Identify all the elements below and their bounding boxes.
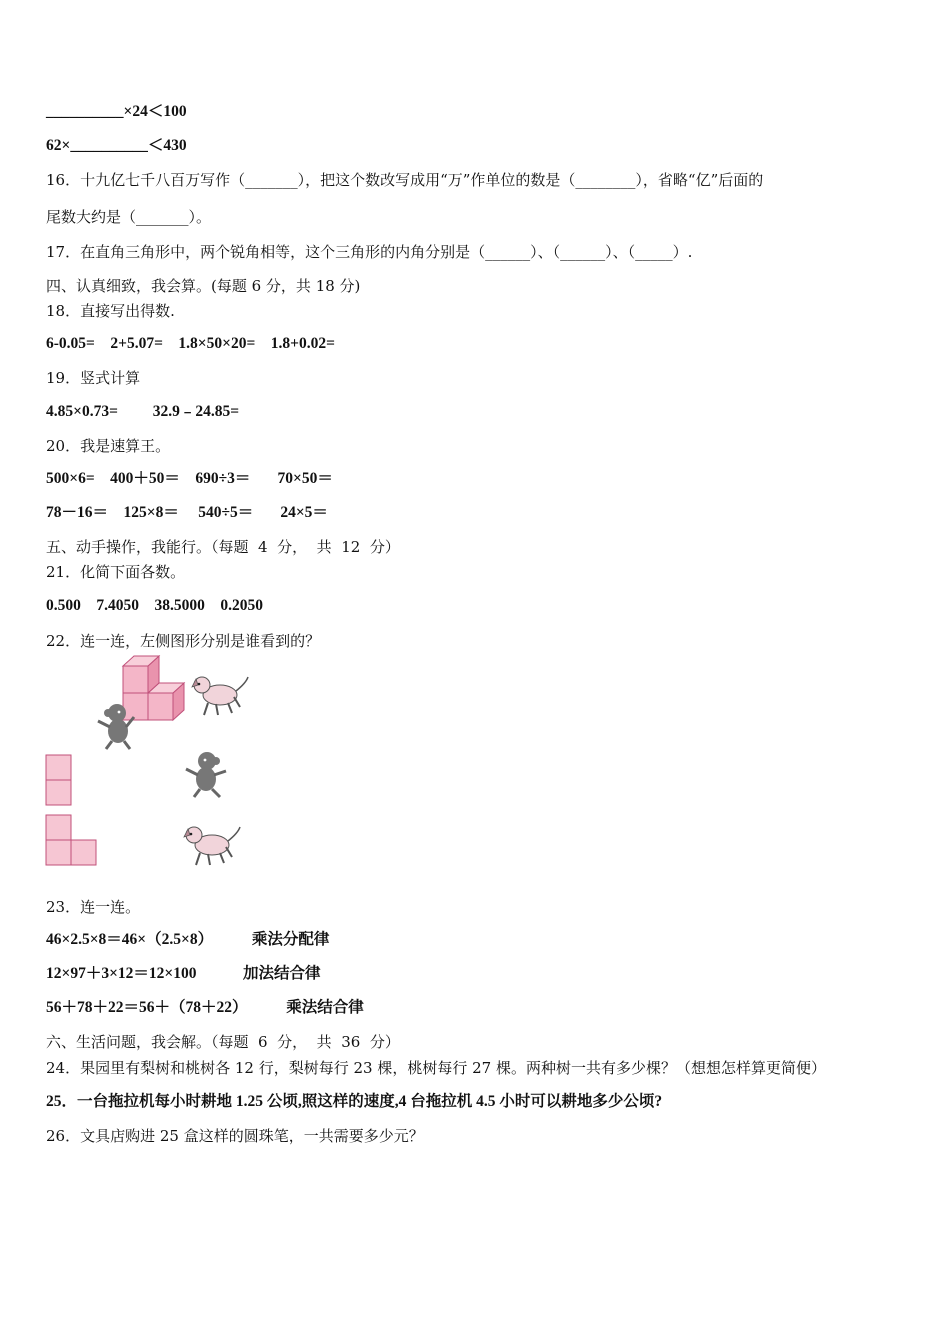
q20-row1: 500×6= 400＋50＝ 690÷3＝ 70×50＝ [46, 470, 333, 487]
q22: 22．连一连，左侧图形分别是谁看到的？ [46, 632, 321, 650]
q15-line2: 62×__________＜430 [46, 137, 187, 154]
q20-row2: 78－16＝ 125×8＝ 540÷5＝ 24×5＝ [46, 504, 328, 521]
q26: 26．文具店购进 25 盒这样的圆珠笔，一共需要多少元？ [46, 1127, 424, 1145]
q23: 23．连一连。 [46, 898, 141, 916]
q18: 18．直接写出得数. [46, 302, 175, 320]
monkey-icon [186, 752, 226, 797]
q15-line1: __________×24＜100 [46, 103, 187, 120]
section-6-heading: 六、生活问题，我会解。（每题 6 分， 共 36 分） [46, 1033, 400, 1051]
q19-expressions: 4.85×0.73= 32.9﹣24.85= [46, 403, 240, 420]
section-5-heading: 五、动手操作，我能行。（每题 4 分， 共 12 分） [46, 538, 400, 556]
q23-row3: 56＋78＋22＝56＋（78＋22） 乘法结合律 [46, 999, 364, 1016]
view-l-shape [46, 815, 96, 865]
q16-line2: 尾数大约是（_______）。 [46, 208, 212, 226]
q17: 17．在直角三角形中，两个锐角相等，这个三角形的内角分别是（______）、（______）、（_____）. [46, 243, 693, 261]
q24: 24．果园里有梨树和桃树各 12 行，梨树每行 23 棵，桃树每行 27 棵。两种树一共有多少棵？（想想怎样算更简便） [46, 1059, 826, 1077]
section-4-heading: 四、认真细致，我会算。(每题 6 分，共 18 分) [46, 277, 361, 295]
cube-stack [123, 656, 184, 720]
view-two-stacked [46, 755, 71, 805]
q22-figure [40, 655, 270, 870]
q21-numbers: 0.500 7.4050 38.5000 0.2050 [46, 597, 263, 614]
q21: 21．化简下面各数。 [46, 563, 186, 581]
q19: 19．竖式计算 [46, 369, 141, 387]
q25: 25．一台拖拉机每小时耕地 1.25 公顷,照这样的速度,4 台拖拉机 4.5 小时可以耕地多少公顷? [46, 1093, 663, 1110]
dog-icon [184, 827, 240, 865]
q20: 20．我是速算王。 [46, 437, 171, 455]
q16-line1: 16．十九亿七千八百万写作（_______），把这个数改写成用“万”作单位的数是（________），省略“亿”后面的 [46, 171, 764, 189]
q18-expressions: 6-0.05= 2+5.07= 1.8×50×20= 1.8+0.02= [46, 335, 335, 352]
q23-row1: 46×2.5×8＝46×（2.5×8） 乘法分配律 [46, 931, 330, 948]
q23-row2: 12×97＋3×12＝12×100 加法结合律 [46, 965, 321, 982]
dog-icon [192, 677, 248, 715]
